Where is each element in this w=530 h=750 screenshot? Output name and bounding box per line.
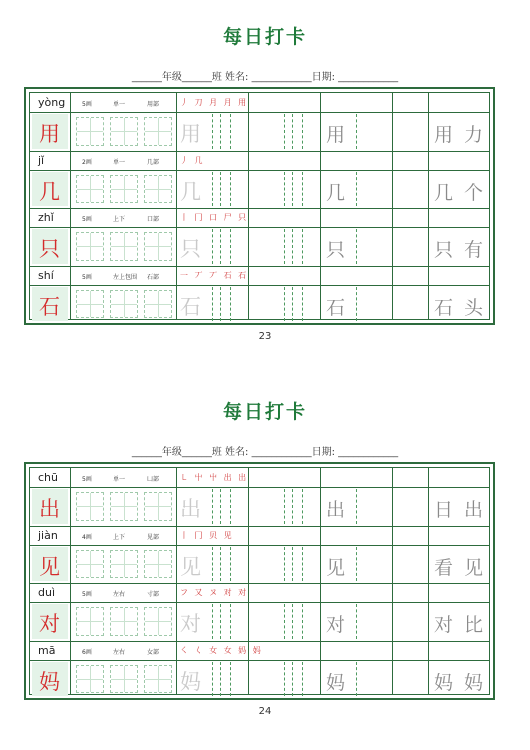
stroke-order: 丿 几 — [180, 155, 205, 165]
box-guide — [77, 189, 103, 190]
box-guide — [77, 304, 103, 305]
page-title: 每日打卡 — [222, 26, 307, 48]
sample-character: 妈 — [326, 671, 346, 694]
practice-box[interactable] — [144, 665, 172, 694]
practice-box[interactable] — [110, 290, 138, 319]
box-guide — [145, 506, 171, 507]
guide-dashed-line — [230, 604, 231, 639]
box-guide — [77, 679, 103, 680]
main-character: 妈 — [39, 669, 60, 694]
stroke-order: ㇛ 𡿨 女 女 妈 妈 — [180, 645, 263, 655]
word-character: 有 — [464, 239, 484, 261]
stroke-order: 丿 刀 月 月 用 — [180, 98, 249, 107]
sample-character: 对 — [326, 614, 346, 636]
stroke-order: 丨 冂 贝 见 — [180, 530, 234, 540]
guide-dashed-line — [212, 172, 213, 207]
guide-dashed-line — [220, 604, 221, 639]
guide-dashed-line — [220, 114, 221, 149]
word-character: 日 — [434, 499, 454, 521]
structure-label: 单一 — [113, 101, 126, 108]
row-divider — [30, 526, 489, 527]
pinyin-label: yòng — [38, 96, 66, 109]
box-guide — [111, 564, 137, 565]
box-guide — [145, 246, 171, 247]
page-number: 24 — [258, 706, 272, 717]
structure-label: 左右 — [113, 648, 126, 656]
practice-box[interactable] — [144, 117, 172, 146]
trace-character: 只 — [180, 237, 201, 261]
guide-dashed-line — [292, 489, 293, 524]
stroke-count: 2画 — [82, 158, 92, 166]
character-row — [30, 583, 489, 641]
trace-character: 见 — [180, 554, 201, 579]
guide-dashed-line — [212, 547, 213, 582]
radical-label: 口部 — [147, 216, 160, 223]
word-character: 出 — [464, 499, 484, 521]
word-character: 头 — [464, 296, 484, 319]
word-character: 石 — [434, 296, 454, 319]
guide-dashed-line — [302, 229, 303, 264]
main-character: 用 — [39, 122, 60, 146]
stroke-order: ㇄ 屮 屮 出 出 — [180, 473, 249, 482]
stroke-count: 5画 — [82, 273, 92, 281]
guide-dashed-line — [284, 604, 285, 639]
word-character: 看 — [434, 556, 454, 579]
guide-dashed-line — [212, 489, 213, 524]
practice-box[interactable] — [110, 607, 138, 636]
structure-label: 单一 — [113, 158, 126, 166]
practice-box[interactable] — [110, 175, 138, 204]
character-row — [30, 93, 489, 151]
worksheet-page — [0, 22, 530, 342]
strip-divider — [30, 545, 489, 546]
radical-label: 女部 — [147, 648, 160, 656]
guide-dashed-line — [292, 547, 293, 582]
word-character: 用 — [434, 124, 454, 146]
guide-dashed-line — [302, 172, 303, 207]
strip-divider — [30, 285, 489, 286]
box-guide — [111, 679, 137, 680]
practice-grid — [29, 92, 490, 320]
stroke-order: 丨 冂 口 尸 只 — [180, 213, 249, 222]
trace-character: 用 — [180, 122, 201, 146]
radical-label: 用部 — [147, 101, 160, 108]
sample-character: 几 — [326, 181, 346, 204]
practice-grid-frame — [24, 87, 495, 325]
practice-box[interactable] — [76, 665, 104, 694]
practice-grid — [29, 467, 490, 695]
guide-dashed-line — [230, 114, 231, 149]
guide-dashed-line — [212, 114, 213, 149]
main-character: 几 — [39, 179, 60, 204]
practice-box[interactable] — [76, 117, 104, 146]
strip-divider — [30, 170, 489, 171]
box-guide — [145, 679, 171, 680]
practice-box[interactable] — [76, 492, 104, 521]
strip-divider — [30, 112, 489, 113]
guide-dashed-line — [356, 172, 357, 207]
trace-character: 对 — [180, 612, 201, 636]
pinyin-label: jiàn — [38, 528, 58, 542]
pinyin-label: chū — [38, 471, 58, 484]
guide-dashed-line — [220, 547, 221, 582]
stroke-count: 5画 — [82, 476, 92, 483]
guide-dashed-line — [292, 287, 293, 322]
guide-dashed-line — [302, 604, 303, 639]
row-divider — [30, 266, 489, 267]
pinyin-label: shí — [38, 268, 54, 282]
practice-box[interactable] — [110, 550, 138, 579]
character-row — [30, 266, 489, 324]
guide-dashed-line — [284, 172, 285, 207]
guide-dashed-line — [356, 489, 357, 524]
word-character: 妈 — [464, 671, 484, 694]
stroke-order: フ 又 ヌ 对 对 — [180, 588, 249, 597]
practice-box[interactable] — [110, 665, 138, 694]
box-guide — [111, 621, 137, 622]
practice-box[interactable] — [76, 175, 104, 204]
guide-dashed-line — [356, 662, 357, 697]
radical-label: 石部 — [147, 273, 160, 281]
radical-label: 几部 — [147, 158, 160, 166]
strip-divider — [30, 487, 489, 488]
guide-dashed-line — [230, 229, 231, 264]
box-guide — [111, 506, 137, 507]
page-title: 每日打卡 — [222, 401, 307, 423]
guide-dashed-line — [356, 114, 357, 149]
practice-box[interactable] — [110, 492, 138, 521]
word-character: 个 — [464, 181, 484, 204]
guide-dashed-line — [292, 114, 293, 149]
structure-label: 上下 — [113, 216, 126, 223]
box-guide — [145, 189, 171, 190]
guide-dashed-line — [356, 547, 357, 582]
stroke-count: 5画 — [82, 101, 92, 108]
guide-dashed-line — [230, 172, 231, 207]
guide-dashed-line — [292, 172, 293, 207]
sample-character: 出 — [326, 499, 346, 521]
practice-box[interactable] — [110, 117, 138, 146]
trace-character: 出 — [180, 497, 201, 521]
practice-box[interactable] — [144, 175, 172, 204]
structure-label: 单一 — [113, 476, 126, 483]
guide-dashed-line — [356, 287, 357, 322]
main-character: 出 — [39, 497, 60, 521]
guide-dashed-line — [220, 229, 221, 264]
row-divider — [30, 641, 489, 642]
structure-label: 上下 — [113, 533, 126, 541]
guide-dashed-line — [284, 114, 285, 149]
guide-dashed-line — [284, 662, 285, 697]
box-guide — [145, 621, 171, 622]
box-guide — [77, 131, 103, 132]
word-character: 几 — [434, 181, 454, 204]
guide-dashed-line — [356, 229, 357, 264]
box-guide — [111, 189, 137, 190]
box-guide — [111, 304, 137, 305]
row-divider — [30, 151, 489, 152]
guide-dashed-line — [302, 547, 303, 582]
word-character: 力 — [464, 124, 484, 146]
stroke-order: 一 丆 丆 石 石 — [180, 270, 249, 280]
guide-dashed-line — [220, 172, 221, 207]
trace-character: 石 — [180, 294, 201, 319]
word-character: 见 — [464, 556, 484, 579]
box-guide — [145, 304, 171, 305]
radical-label: 寸部 — [147, 591, 160, 598]
strip-divider — [30, 660, 489, 661]
guide-dashed-line — [212, 229, 213, 264]
box-guide — [111, 246, 137, 247]
word-character: 对 — [434, 614, 454, 636]
box-guide — [77, 621, 103, 622]
practice-box[interactable] — [144, 607, 172, 636]
row-divider — [30, 583, 489, 584]
guide-dashed-line — [284, 229, 285, 264]
practice-box[interactable] — [144, 492, 172, 521]
guide-dashed-line — [302, 489, 303, 524]
row-divider — [30, 208, 489, 209]
guide-dashed-line — [284, 489, 285, 524]
pinyin-label: jǐ — [38, 153, 45, 167]
student-info-line: ______年级______班 姓名: ____________日期: ____________ — [131, 72, 399, 83]
radical-label: 凵部 — [147, 476, 160, 483]
stroke-count: 6画 — [82, 648, 92, 656]
guide-dashed-line — [302, 287, 303, 322]
practice-box[interactable] — [76, 232, 104, 261]
character-row — [30, 526, 489, 584]
practice-box[interactable] — [76, 607, 104, 636]
trace-character: 几 — [180, 179, 201, 204]
stroke-count: 4画 — [82, 533, 92, 541]
guide-dashed-line — [292, 604, 293, 639]
character-row — [30, 468, 489, 526]
practice-box[interactable] — [110, 232, 138, 261]
page-number: 23 — [258, 331, 272, 342]
guide-dashed-line — [302, 114, 303, 149]
word-character: 妈 — [434, 671, 454, 694]
strip-divider — [30, 602, 489, 603]
guide-dashed-line — [292, 662, 293, 697]
pinyin-label: zhǐ — [38, 211, 54, 224]
guide-dashed-line — [230, 489, 231, 524]
stroke-count: 5画 — [82, 591, 92, 598]
practice-box[interactable] — [76, 290, 104, 319]
main-character: 只 — [39, 237, 60, 261]
structure-label: 左右 — [113, 591, 126, 598]
sample-character: 用 — [326, 124, 346, 146]
practice-box[interactable] — [76, 550, 104, 579]
guide-dashed-line — [292, 229, 293, 264]
practice-box[interactable] — [144, 232, 172, 261]
pinyin-label: mā — [38, 643, 56, 657]
guide-dashed-line — [212, 604, 213, 639]
box-guide — [145, 131, 171, 132]
character-row — [30, 151, 489, 209]
guide-dashed-line — [230, 662, 231, 697]
trace-character: 妈 — [180, 669, 201, 694]
stroke-count: 5画 — [82, 216, 92, 223]
box-guide — [77, 564, 103, 565]
guide-dashed-line — [302, 662, 303, 697]
guide-dashed-line — [230, 547, 231, 582]
guide-dashed-line — [220, 489, 221, 524]
guide-dashed-line — [220, 662, 221, 697]
guide-dashed-line — [230, 287, 231, 322]
box-guide — [145, 564, 171, 565]
practice-box[interactable] — [144, 290, 172, 319]
guide-dashed-line — [220, 287, 221, 322]
radical-label: 见部 — [147, 533, 160, 541]
main-character: 见 — [39, 554, 60, 579]
word-character: 比 — [464, 614, 484, 636]
box-guide — [111, 131, 137, 132]
word-character: 只 — [434, 239, 454, 261]
practice-grid-frame — [24, 462, 495, 700]
guide-dashed-line — [212, 287, 213, 322]
sample-character: 只 — [326, 239, 346, 261]
sample-character: 石 — [326, 296, 346, 319]
box-guide — [77, 246, 103, 247]
guide-dashed-line — [212, 662, 213, 697]
guide-dashed-line — [284, 547, 285, 582]
character-row — [30, 641, 489, 699]
practice-box[interactable] — [144, 550, 172, 579]
main-character: 对 — [39, 612, 60, 636]
student-info-line: ______年级______班 姓名: ____________日期: ____________ — [131, 447, 399, 458]
sample-character: 见 — [326, 556, 346, 579]
box-guide — [77, 506, 103, 507]
guide-dashed-line — [284, 287, 285, 322]
main-character: 石 — [39, 294, 60, 319]
worksheet-page — [0, 397, 530, 717]
structure-label: 左上包围 — [113, 273, 138, 281]
pinyin-label: duì — [38, 586, 56, 599]
strip-divider — [30, 227, 489, 228]
character-row — [30, 208, 489, 266]
guide-dashed-line — [356, 604, 357, 639]
